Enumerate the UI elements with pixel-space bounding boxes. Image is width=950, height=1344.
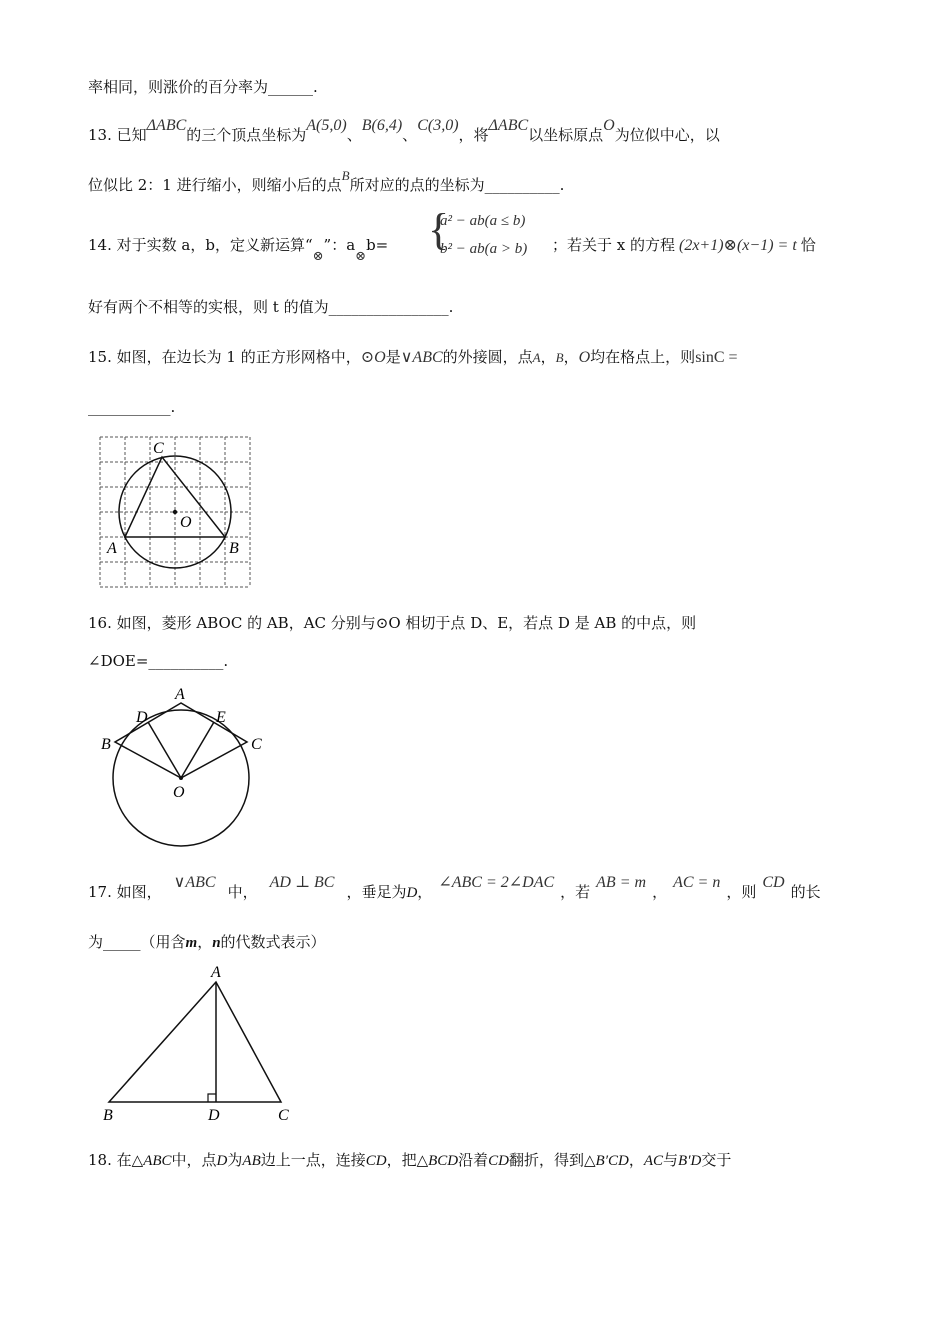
math-ac-eq-n: AC = n (673, 874, 721, 891)
text: ， (197, 933, 213, 951)
question-14-line1 (88, 234, 389, 264)
text: ，将 (458, 126, 489, 144)
label-d: D (136, 709, 148, 726)
text: ， (628, 1151, 644, 1169)
text: ， (563, 348, 579, 366)
math-ab-eq-m: AB = m (596, 874, 647, 891)
math-point-b: B (341, 168, 350, 183)
text: ，则 (726, 883, 757, 901)
text: 对于实数 a，b，定义新运算“ (116, 236, 313, 254)
question-15-line2 (88, 396, 175, 418)
text: 为位似中心，以 (614, 126, 720, 144)
math-point-o: O (578, 349, 591, 366)
text: 恰 (800, 236, 816, 254)
question-number: 17. (88, 883, 112, 901)
piecewise-case-1: a² − ab(a ≤ b) (440, 213, 526, 229)
math-cd: CD (762, 874, 785, 891)
label-a: A (211, 964, 221, 981)
text: 、 (346, 126, 362, 144)
label-b: B (101, 736, 111, 753)
text: ，若 (560, 883, 591, 901)
text: 是 (385, 348, 401, 366)
math-triangle: ΔABC (488, 117, 529, 134)
text: ，垂足为 (346, 883, 407, 901)
text: 已知 (116, 126, 147, 144)
q12-tail-text: 率相同，则涨价的百分率为______. (88, 78, 318, 96)
right-angle-mark (208, 1094, 216, 1102)
math-point-a: A(5,0) (306, 117, 347, 134)
figure-16 (95, 685, 275, 850)
label-d: D (208, 1107, 220, 1124)
label-o: O (180, 514, 192, 531)
text: 的三个顶点坐标为 (186, 126, 307, 144)
math-circle-o: ⊙O (360, 349, 386, 366)
question-18-line1 (88, 1149, 731, 1172)
label-o: O (173, 784, 185, 801)
text: 中， (227, 883, 258, 901)
question-14-line1b (552, 234, 816, 257)
text: 在△ (116, 1151, 144, 1169)
math-cd: CD (365, 1153, 387, 1169)
question-16-line2 (88, 650, 228, 672)
text: ， (417, 883, 433, 901)
center-point-o (179, 776, 183, 780)
question-number: 13. (88, 126, 112, 144)
piecewise-case-2: b² − ab(a > b) (440, 241, 528, 257)
label-c: C (153, 440, 164, 457)
math-point-o: O (603, 117, 615, 134)
text: 均在格点上，则 (590, 348, 696, 366)
math-sin-c: sinC = (695, 349, 738, 366)
math-ab: AB (242, 1153, 261, 1169)
math-bprime-cd: B′CD (595, 1153, 629, 1169)
math-bprime-d: B′D (678, 1153, 702, 1169)
text: 沿着 (458, 1151, 489, 1169)
text: 如图，菱形 ABOC 的 AB，AC 分别与⊙O 相切于点 D、E，若点 D 是 AB 的中点，则 (116, 614, 697, 632)
text: 与 (663, 1151, 679, 1169)
label-c: C (251, 736, 262, 753)
math-point-a: A (532, 350, 541, 365)
math-point-b: B(6,4) (361, 117, 403, 134)
math-bcd: BCD (428, 1153, 459, 1169)
otimes-symbol: ⊗ (312, 249, 324, 264)
math-point-d: D (216, 1153, 228, 1169)
math-point-c: C(3,0) (417, 117, 459, 134)
math-point-b: B (555, 350, 564, 365)
question-13-line1 (88, 117, 720, 147)
math-m: m (185, 935, 198, 951)
text: ”：a (323, 236, 356, 254)
text: 中，点 (171, 1151, 217, 1169)
question-number: 15. (88, 348, 112, 366)
question-number: 14. (88, 236, 112, 254)
math-perpendicular: AD ⊥ BC (269, 874, 335, 891)
answer-blank: ___________. (88, 398, 176, 416)
text: b= (366, 236, 389, 254)
question-17-line2 (88, 931, 326, 954)
text: 如图，在边长为 1 的正方形网格中， (116, 348, 361, 366)
figure-17 (95, 962, 300, 1127)
text: ， (652, 883, 668, 901)
q12-tail (88, 76, 318, 98)
label-e: E (216, 709, 226, 726)
text: 交于 (701, 1151, 732, 1169)
label-b: B (229, 540, 239, 557)
text: 的代数式表示） (220, 933, 326, 951)
center-point-o (173, 510, 177, 514)
label-a: A (175, 686, 185, 703)
text: 以坐标原点 (528, 126, 604, 144)
label-a: A (107, 540, 117, 557)
text: 为_____（用含 (88, 933, 186, 951)
math-angle-relation: ∠ABC = 2∠DAC (438, 874, 555, 891)
text: 为 (227, 1151, 243, 1169)
question-number: 18. (88, 1151, 112, 1169)
text: 好有两个不相等的实根，则 t 的值为________________. (88, 298, 454, 316)
label-b: B (103, 1107, 113, 1124)
math-abc: ABC (143, 1153, 172, 1169)
text: 所对应的点的坐标为__________. (349, 176, 565, 194)
question-16-line1 (88, 612, 696, 634)
math-triangle: ∨ABC (173, 874, 216, 891)
text: 如图， (116, 883, 162, 901)
piecewise-brace: { (428, 205, 450, 254)
text: 位似比 2：1 进行缩小，则缩小后的点 (88, 176, 342, 194)
question-17-line1 (88, 874, 821, 904)
math-equation: (2x+1)⊗(x−1) = t (679, 237, 797, 254)
text: 的长 (790, 883, 821, 901)
math-cd: CD (488, 1153, 509, 1169)
text: 翻折，得到△ (509, 1151, 596, 1169)
text: ∠DOE=__________. (88, 652, 229, 670)
math-triangle: ∨ABC (400, 349, 443, 366)
question-number: 16. (88, 614, 112, 632)
text: 的外接圆，点 (442, 348, 533, 366)
text: ， (540, 348, 556, 366)
text: 边上一点，连接 (260, 1151, 366, 1169)
math-ac: AC (643, 1153, 664, 1169)
question-15-line1 (88, 346, 738, 369)
question-14-line2 (88, 296, 453, 318)
text: ；若关于 x 的方程 (552, 236, 675, 254)
label-c: C (278, 1107, 289, 1124)
triangle-abc (109, 982, 281, 1102)
otimes-symbol: ⊗ (355, 249, 367, 264)
math-point-d: D (406, 885, 418, 901)
rhombus-aboc (115, 703, 247, 778)
math-triangle: ΔABC (146, 117, 187, 134)
math-n: n (212, 935, 221, 951)
question-13-line2 (88, 168, 565, 197)
text: 、 (402, 126, 418, 144)
figure-15 (95, 432, 255, 592)
text: ，把△ (386, 1151, 429, 1169)
